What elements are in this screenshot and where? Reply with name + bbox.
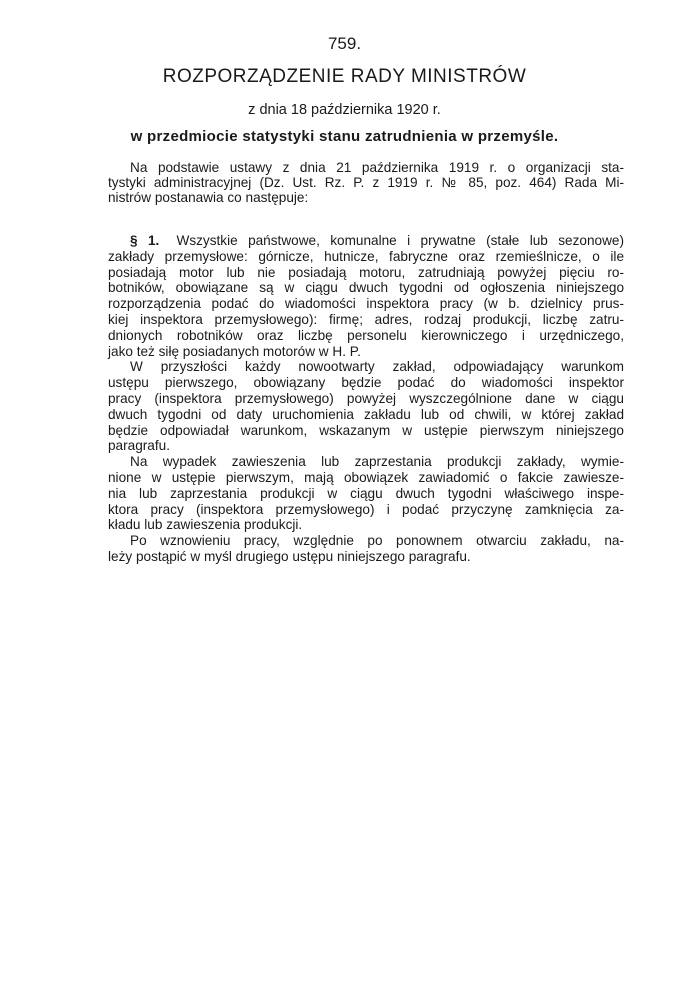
paragraph-line (108, 233, 624, 249)
paragraph-line: nia lub zaprzestania produkcji w ciągu dwuch tygodni właściwego inspe- (108, 485, 624, 501)
paragraph-line: leży postąpić w myśl drugiego ustępu niniejszego paragrafu. (108, 548, 471, 564)
paragraph-text: Wszystkie państwowe, komunalne i prywatne (stałe lub sezonowe) (176, 233, 624, 248)
paragraph-line: botników, obowiązane są w ciągu dwuch tygodni od ogłoszenia niniejszego (108, 280, 624, 296)
preamble-line: Na podstawie ustawy z dnia 21 października 1919 r. o organizacji sta- (130, 160, 624, 175)
paragraph-line: zakłady przemysłowe: górnicze, hutnicze, fabryczne oraz rzemieślnicze, o ile (108, 248, 624, 264)
document-subject: w przedmiocie statystyki stanu zatrudnienia w przemyśle. (130, 128, 559, 145)
paragraph-line: nione w ustępie pierwszym, mają obowiązek zawiadomić o fakcie zawiesze- (108, 469, 624, 485)
paragraph-line: kiej inspektora przemysłowego): firmę; adres, rodzaj produkcji, liczbę zatru- (108, 311, 624, 327)
paragraph-line: Po wznowieniu pracy, względnie po ponownem otwarciu zakładu, na- (130, 533, 624, 549)
paragraph-line: jako też siłę posiadanych motorów w H. P. (108, 343, 361, 359)
paragraph-line: W przyszłości każdy nowootwarty zakład, odpowiadający warunkom (130, 359, 624, 375)
paragraph-line: Na wypadek zawieszenia lub zaprzestania produkcji zakłady, wymie- (130, 454, 624, 470)
paragraph-line: posiadają motor lub nie posiadają motoru, zatrudniają powyżej pięciu ro- (108, 264, 624, 280)
paragraph-line: pracy (inspektora przemysłowego) powyżej wyszczególnione dane w ciągu (108, 390, 624, 406)
section-mark: § 1. (130, 233, 160, 248)
preamble (108, 160, 624, 205)
document-date: z dnia 18 października 1920 r. (248, 102, 441, 118)
paragraph-line: dnionych robotników oraz liczbę personelu kierowniczego i urzędniczego, (108, 327, 624, 343)
paragraph-line: dwuch tygodni od daty uruchomienia zakładu lub od chwili, w której zakład (108, 406, 624, 422)
paragraph-line: ktora pracy (inspektora przemysłowego) i podać przyczynę zamknięcia za- (108, 501, 624, 517)
paragraph-line: ustępu pierwszego, obowiązany będzie podać do wiadomości inspektor (108, 375, 624, 391)
document-heading: ROZPORZĄDZENIE RADY MINISTRÓW (162, 66, 527, 87)
paragraph-line: będzie odpowiadał warunkom, wskazanym w ustępie pierwszym niniejszego (108, 422, 624, 438)
preamble-line: nistrów postanawia co następuje: (108, 190, 309, 205)
section-1 (108, 233, 624, 565)
preamble-line: tystyki administracyjnej (Dz. Ust. Rz. P. z 1919 r. № 85, poz. 464) Rada Mi- (108, 175, 624, 190)
paragraph-line: paragrafu. (108, 438, 170, 454)
paragraph-line: rozporządzenia podać do wiadomości inspektora pracy (w b. dzielnicy prus- (108, 296, 624, 312)
page-number: 759. (327, 34, 362, 53)
paragraph-line: kładu lub zawieszenia produkcji. (108, 517, 303, 533)
